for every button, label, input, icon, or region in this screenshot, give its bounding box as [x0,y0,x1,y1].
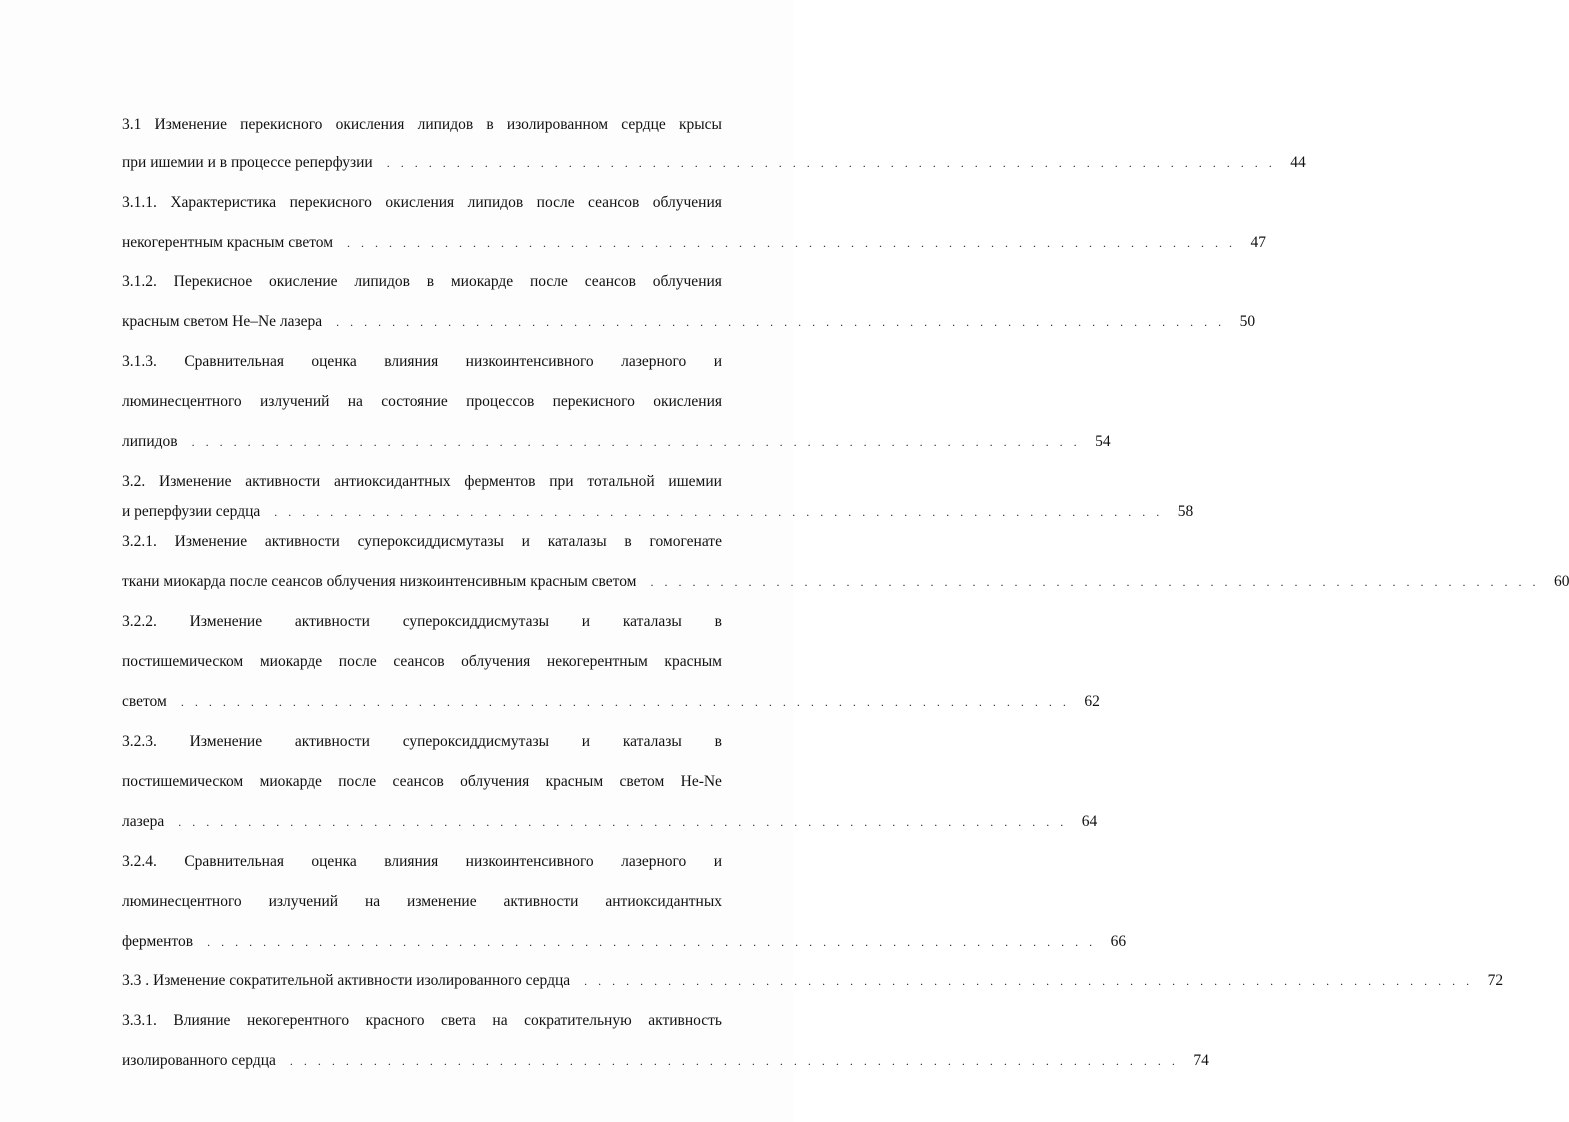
toc-word: в [714,613,722,630]
toc-word: окисления [385,194,455,211]
toc-word: каталазы [622,613,682,630]
toc-word: низкоинтенсивного [465,353,594,370]
toc-page-number: 44 [1290,154,1306,171]
toc-page-number: 62 [1084,693,1100,710]
toc-entry-line [122,115,722,135]
toc-word: сеансов [584,273,636,290]
toc-word: перекисного [289,194,372,211]
toc-word: 3.2.4. [122,853,157,870]
toc-word: миокарде [259,653,323,670]
toc-word: крысы [678,116,722,133]
toc-word: облучения [460,773,530,790]
toc-word: лазерного [621,353,687,370]
toc-word: и [581,733,591,750]
toc-word: окисления [335,116,405,133]
toc-word: супероксиддисмутазы [402,613,549,630]
toc-word: ишемии [668,473,722,490]
toc-word: после [529,273,568,290]
toc-word: светом [619,773,665,790]
toc-word: в [486,116,494,133]
toc-word: на [492,1012,508,1029]
toc-entry-title: изолированного сердца [122,1052,276,1069]
toc-entry-last-line[interactable] [122,1051,1209,1071]
toc-entry-title: и реперфузии сердца [122,503,261,520]
toc-word: супероксиддисмутазы [357,533,504,550]
toc-word: Перекисное [173,273,253,290]
toc-leader-dots: . . . . . . . . . . . . . . . . . . . . . . . . . . . . . . . . . . . . . . . . . . . . . . . . . . . . . . . . . . . . . . . . [584,974,1474,988]
toc-word: Изменение [154,116,227,133]
toc-word: липидов [354,273,410,290]
toc-word: активности [294,733,370,750]
toc-word: процессов [466,393,535,410]
toc-entry-line [122,732,722,752]
toc-entry-line [122,652,722,672]
toc-word: сократительную [524,1012,632,1029]
toc-leader-dots: . . . . . . . . . . . . . . . . . . . . . . . . . . . . . . . . . . . . . . . . . . . . . . . . . . . . . . . . . . . . . . . . [207,935,1097,949]
toc-word: активности [294,613,370,630]
toc-entry-title: липидов [122,433,178,450]
toc-page-number: 72 [1487,972,1504,989]
toc-word: тотальной [587,473,655,490]
toc-word: антиоксидантных [334,473,451,490]
toc-word: изолированном [506,116,609,133]
toc-entry-line [122,352,722,372]
toc-leader-dots: . . . . . . . . . . . . . . . . . . . . . . . . . . . . . . . . . . . . . . . . . . . . . . . . . . . . . . . . . . . . . . . . [274,505,1164,519]
toc-entry-line [122,772,722,792]
toc-word: после [338,653,377,670]
toc-entry-last-line[interactable] [122,971,1504,991]
toc-leader-dots: . . . . . . . . . . . . . . . . . . . . . . . . . . . . . . . . . . . . . . . . . . . . . . . . . . . . . . . . . . . . . . . . [191,435,1081,449]
toc-word: 3.2.3. [122,733,157,750]
toc-page-number: 60 [1553,573,1569,590]
toc-word: на [347,393,363,410]
toc-word: сердце [621,116,666,133]
toc-word: He-Ne [680,773,722,790]
toc-entry-line [122,1011,722,1031]
toc-word: антиоксидантных [605,893,722,910]
toc-word: каталазы [547,533,607,550]
toc-word: облучения [652,273,722,290]
toc-page-number: 54 [1095,433,1111,450]
toc-word: после [338,773,377,790]
toc-word: Характеристика [170,194,277,211]
toc-word: Изменение [189,613,263,630]
toc-entry-line [122,472,722,492]
toc-entry-line [122,852,722,872]
toc-word: активности [503,893,579,910]
toc-leader-dots: . . . . . . . . . . . . . . . . . . . . . . . . . . . . . . . . . . . . . . . . . . . . . . . . . . . . . . . . . . . . . . . . [336,315,1226,329]
toc-word: после [536,194,575,211]
toc-word: Изменение [174,533,248,550]
toc-word: при [549,473,574,490]
toc-entry-line [122,392,722,412]
toc-page-number: 47 [1250,234,1267,251]
toc-page-number: 50 [1239,313,1256,330]
toc-word: лазерного [621,853,687,870]
toc-entry-title: ферментов [122,933,194,950]
toc-word: постишемическом [122,773,244,790]
toc-word: Сравнительная [184,353,284,370]
toc-entry-last-line[interactable] [122,932,1127,952]
toc-entry-title: 3.3 . Изменение сократительной активности изолированного сердца [122,972,571,989]
toc-word: 3.2.2. [122,613,157,630]
toc-entry-last-line[interactable] [122,502,1194,522]
toc-word: 3.1.1. [122,194,157,211]
toc-entry-title: при ишемии и в процессе реперфузии [122,154,373,171]
toc-word: каталазы [622,733,682,750]
toc-leader-dots: . . . . . . . . . . . . . . . . . . . . . . . . . . . . . . . . . . . . . . . . . . . . . . . . . . . . . . . . . . . . . . . . [180,695,1070,709]
toc-word: перекисного [552,393,635,410]
toc-entry-last-line[interactable] [122,572,1569,592]
toc-word: некогерентного [246,1012,350,1029]
toc-word: низкоинтенсивного [465,853,594,870]
toc-word: на [364,893,381,910]
toc-entry-line [122,272,722,292]
toc-entry-last-line[interactable] [122,153,1306,173]
toc-word: красным [545,773,604,790]
toc-word: красным [664,653,722,670]
toc-entry-last-line[interactable] [122,233,1267,253]
toc-word: состояние [381,393,448,410]
toc-word: влияния [384,853,439,870]
toc-word: излучений [259,393,330,410]
toc-word: активность [648,1012,722,1029]
toc-entry-line [122,892,722,912]
toc-word: некогерентным [546,653,648,670]
toc-word: облучения [652,194,722,211]
toc-word: и [521,533,530,550]
toc-word: и [713,853,722,870]
toc-entry-last-line[interactable] [122,812,1098,832]
toc-word: 3.1.3. [122,353,157,370]
toc-entry-last-line[interactable] [122,432,1111,452]
toc-word: активности [264,533,340,550]
toc-leader-dots: . . . . . . . . . . . . . . . . . . . . . . . . . . . . . . . . . . . . . . . . . . . . . . . . . . . . . . . . . . . . . . . . [386,156,1276,170]
toc-page-number: 58 [1177,503,1194,520]
toc-word: Изменение [189,733,263,750]
toc-word: Изменение [159,473,232,490]
toc-word: 3.2.1. [122,533,157,550]
toc-leader-dots: . . . . . . . . . . . . . . . . . . . . . . . . . . . . . . . . . . . . . . . . . . . . . . . . . . . . . . . . . . . . . . . . [178,815,1068,829]
toc-word: ферментов [464,473,536,490]
toc-word: оценка [311,853,357,870]
toc-word: 3.3.1. [122,1012,157,1029]
toc-word: окисление [269,273,338,290]
toc-word: оценка [311,353,357,370]
toc-word: люминесцентного [122,893,242,910]
toc-entry-last-line[interactable] [122,312,1256,332]
toc-word: липидов [467,194,524,211]
toc-entry-title: светом [122,693,167,710]
toc-page-number: 74 [1193,1052,1209,1069]
toc-leader-dots: . . . . . . . . . . . . . . . . . . . . . . . . . . . . . . . . . . . . . . . . . . . . . . . . . . . . . . . . . . . . . . . . [289,1054,1179,1068]
toc-word: и [713,353,722,370]
toc-word: окисления [653,393,722,410]
toc-word: миокарде [450,273,514,290]
toc-word: влияния [384,353,439,370]
toc-word: в [624,533,632,550]
toc-word: люминесцентного [122,393,242,410]
toc-word: гомогенате [649,533,722,550]
toc-word: сеансов [393,653,445,670]
toc-word: облучения [461,653,531,670]
toc-entry-title: некогерентным красным светом [122,234,334,251]
toc-word: в [714,733,722,750]
toc-word: изменение [407,893,477,910]
toc-entry-line [122,193,722,213]
toc-word: миокарде [259,773,322,790]
toc-word: постишемическом [122,653,244,670]
toc-entry-title: ткани миокарда после сеансов облучения низкоинтенсивным красным светом [122,573,637,590]
toc-leader-dots: . . . . . . . . . . . . . . . . . . . . . . . . . . . . . . . . . . . . . . . . . . . . . . . . . . . . . . . . . . . . . . . . [650,575,1540,589]
toc-word: Влияние [173,1012,231,1029]
toc-word: Сравнительная [184,853,284,870]
toc-word: перекисного [240,116,323,133]
toc-entry-title: красным светом He–Ne лазера [122,313,323,330]
toc-word: излучений [268,893,339,910]
toc-word: 3.2. [122,473,146,490]
toc-entry-line [122,612,722,632]
toc-word: сеансов [588,194,640,211]
toc-entry-last-line[interactable] [122,692,1100,712]
toc-entry-line [122,532,722,552]
toc-word: света [441,1012,476,1029]
toc-word: сеансов [392,773,444,790]
toc-word: липидов [417,116,474,133]
toc-word: 3.1 [122,116,142,133]
toc-page-number: 66 [1110,933,1127,950]
toc-page-number: 64 [1081,813,1098,830]
toc-word: красного [365,1012,425,1029]
toc-word: 3.1.2. [122,273,157,290]
toc-leader-dots: . . . . . . . . . . . . . . . . . . . . . . . . . . . . . . . . . . . . . . . . . . . . . . . . . . . . . . . . . . . . . . . . [347,236,1237,250]
toc-word: супероксиддисмутазы [402,733,549,750]
toc-word: и [581,613,591,630]
toc-entry-title: лазера [122,813,165,830]
toc-word: активности [245,473,321,490]
toc-word: в [426,273,435,290]
